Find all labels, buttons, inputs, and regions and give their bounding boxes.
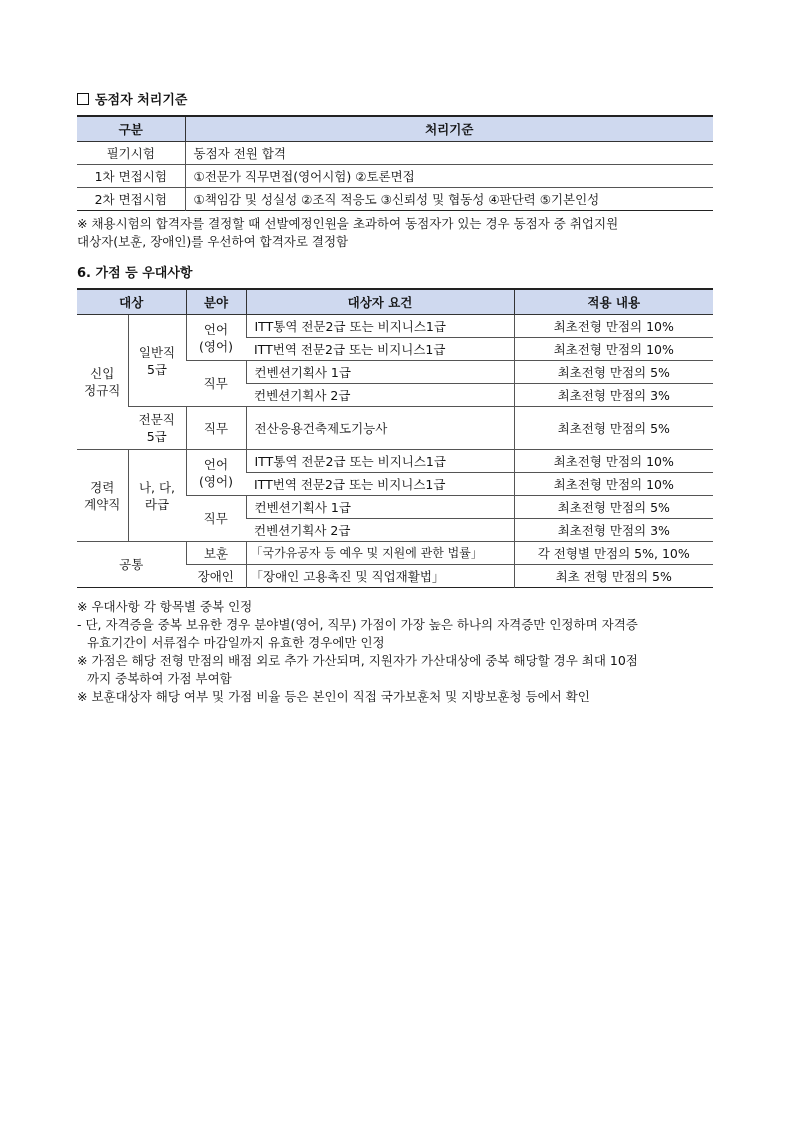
- checkbox-square-icon: [77, 93, 89, 105]
- field-job: 직무: [186, 407, 246, 450]
- note-line: - 단, 자격증을 중복 보유한 경우 분야별(영어, 직무) 가점이 가장 높은 하나의 자격증만 인정하며 자격증: [77, 617, 638, 632]
- cell-category: 필기시험: [106, 145, 155, 161]
- preference-notes: [77, 598, 713, 706]
- header-criteria: 처리기준: [185, 116, 713, 142]
- group-common: 공통: [77, 542, 186, 588]
- table-row: [77, 407, 713, 450]
- table-row: [77, 450, 713, 473]
- cell-requirement: ITT번역 전문2급 또는 비지니스1급: [246, 338, 514, 361]
- cell-criteria: 동점자 전원 합격: [185, 142, 713, 165]
- header-category: 구분: [77, 116, 185, 142]
- section1-heading: [77, 92, 713, 110]
- cell-benefit: 최초전형 만점의 5%: [514, 361, 713, 384]
- section2-heading: 6. 가점 등 우대사항: [77, 266, 193, 281]
- field-job: 직무: [186, 496, 246, 542]
- cell-requirement: ITT통역 전문2급 또는 비지니스1급: [246, 315, 514, 338]
- cell-requirement: 컨벤션기획사 2급: [246, 519, 514, 542]
- document-page: [77, 92, 713, 706]
- note-line: ※ 보훈대상자 해당 여부 및 가점 비율 등은 본인이 직접 국가보훈처 및 지방보훈청 등에서 확인: [77, 689, 590, 704]
- tie-note-line1: ※ 채용시험의 합격자를 결정할 때 선발예정인원을 초과하여 동점자가 있는 경우 동점자 중 취업지원: [77, 216, 619, 231]
- cell-benefit: 최초전형 만점의 3%: [514, 519, 713, 542]
- cell-requirement: 전산응용건축제도기능사: [246, 407, 514, 450]
- tie-note-line2: 대상자(보훈, 장애인)를 우선하여 합격자로 결정함: [77, 234, 349, 249]
- table-row: [77, 542, 713, 565]
- header-benefit: 적용 내용: [514, 289, 713, 315]
- group-general-5: 일반직 5급: [128, 315, 186, 407]
- cell-requirement: 컨벤션기획사 2급: [246, 384, 514, 407]
- cell-requirement: ITT번역 전문2급 또는 비지니스1급: [246, 473, 514, 496]
- cell-benefit: 최초전형 만점의 3%: [514, 384, 713, 407]
- header-field: 분야: [186, 289, 246, 315]
- cell-benefit: 최초전형 만점의 5%: [514, 496, 713, 519]
- cell-requirement: 「국가유공자 등 예우 및 지원에 관한 법률」: [246, 542, 514, 565]
- section1-title: 동점자 처리기준: [95, 93, 188, 108]
- cell-benefit: 최초전형 만점의 10%: [514, 338, 713, 361]
- header-requirement: 대상자 요건: [246, 289, 514, 315]
- table-row: [77, 142, 713, 165]
- table-row: [77, 165, 713, 188]
- cell-benefit: 최초 전형 만점의 5%: [514, 565, 713, 588]
- group-new-regular: 신입 정규직: [84, 366, 121, 398]
- note-line: ※ 우대사항 각 항목별 중복 인정: [77, 599, 253, 614]
- field-language: 언어 (영어): [186, 450, 246, 496]
- tie-rule-table: [77, 115, 713, 211]
- field-disabled: 장애인: [186, 565, 246, 588]
- field-veteran: 보훈: [186, 542, 246, 565]
- cell-benefit: 각 전형별 만점의 5%, 10%: [514, 542, 713, 565]
- note-line: 유효기간이 서류접수 마감일까지 유효한 경우에만 인정: [87, 635, 385, 650]
- table-row: [77, 315, 713, 338]
- cell-requirement: ITT통역 전문2급 또는 비지니스1급: [246, 450, 514, 473]
- group-expert-5: 전문직 5급: [128, 407, 186, 450]
- cell-criteria: ①책임감 및 성실성 ②조직 적응도 ③신뢰성 및 협동성 ④판단력 ⑤기본인성: [185, 188, 713, 211]
- note-line: 까지 중복하여 가점 부여함: [87, 671, 232, 686]
- cell-category: 1차 면접시험: [77, 165, 185, 188]
- table-row: [77, 188, 713, 211]
- field-language: 언어 (영어): [186, 315, 246, 361]
- cell-category: 2차 면접시험: [77, 188, 185, 211]
- cell-benefit: 최초전형 만점의 5%: [514, 407, 713, 450]
- cell-requirement: 컨벤션기획사 1급: [246, 496, 514, 519]
- note-line: ※ 가점은 해당 전형 만점의 배점 외로 추가 가산되며, 지원자가 가산대상에 중복 해당할 경우 최대 10점: [77, 653, 638, 668]
- header-target: 대상: [77, 289, 186, 315]
- group-career-grade: 나, 다, 라급: [128, 450, 186, 542]
- cell-benefit: 최초전형 만점의 10%: [514, 473, 713, 496]
- cell-benefit: 최초전형 만점의 10%: [514, 315, 713, 338]
- field-job: 직무: [186, 361, 246, 407]
- cell-criteria: ①전문가 직무면접(영어시험) ②토론면접: [185, 165, 713, 188]
- preference-table: [77, 288, 713, 588]
- cell-requirement: 컨벤션기획사 1급: [246, 361, 514, 384]
- group-career-contract: 경력 계약직: [77, 450, 128, 542]
- cell-requirement: 「장애인 고용촉진 및 직업재활법」: [246, 565, 514, 588]
- cell-benefit: 최초전형 만점의 10%: [514, 450, 713, 473]
